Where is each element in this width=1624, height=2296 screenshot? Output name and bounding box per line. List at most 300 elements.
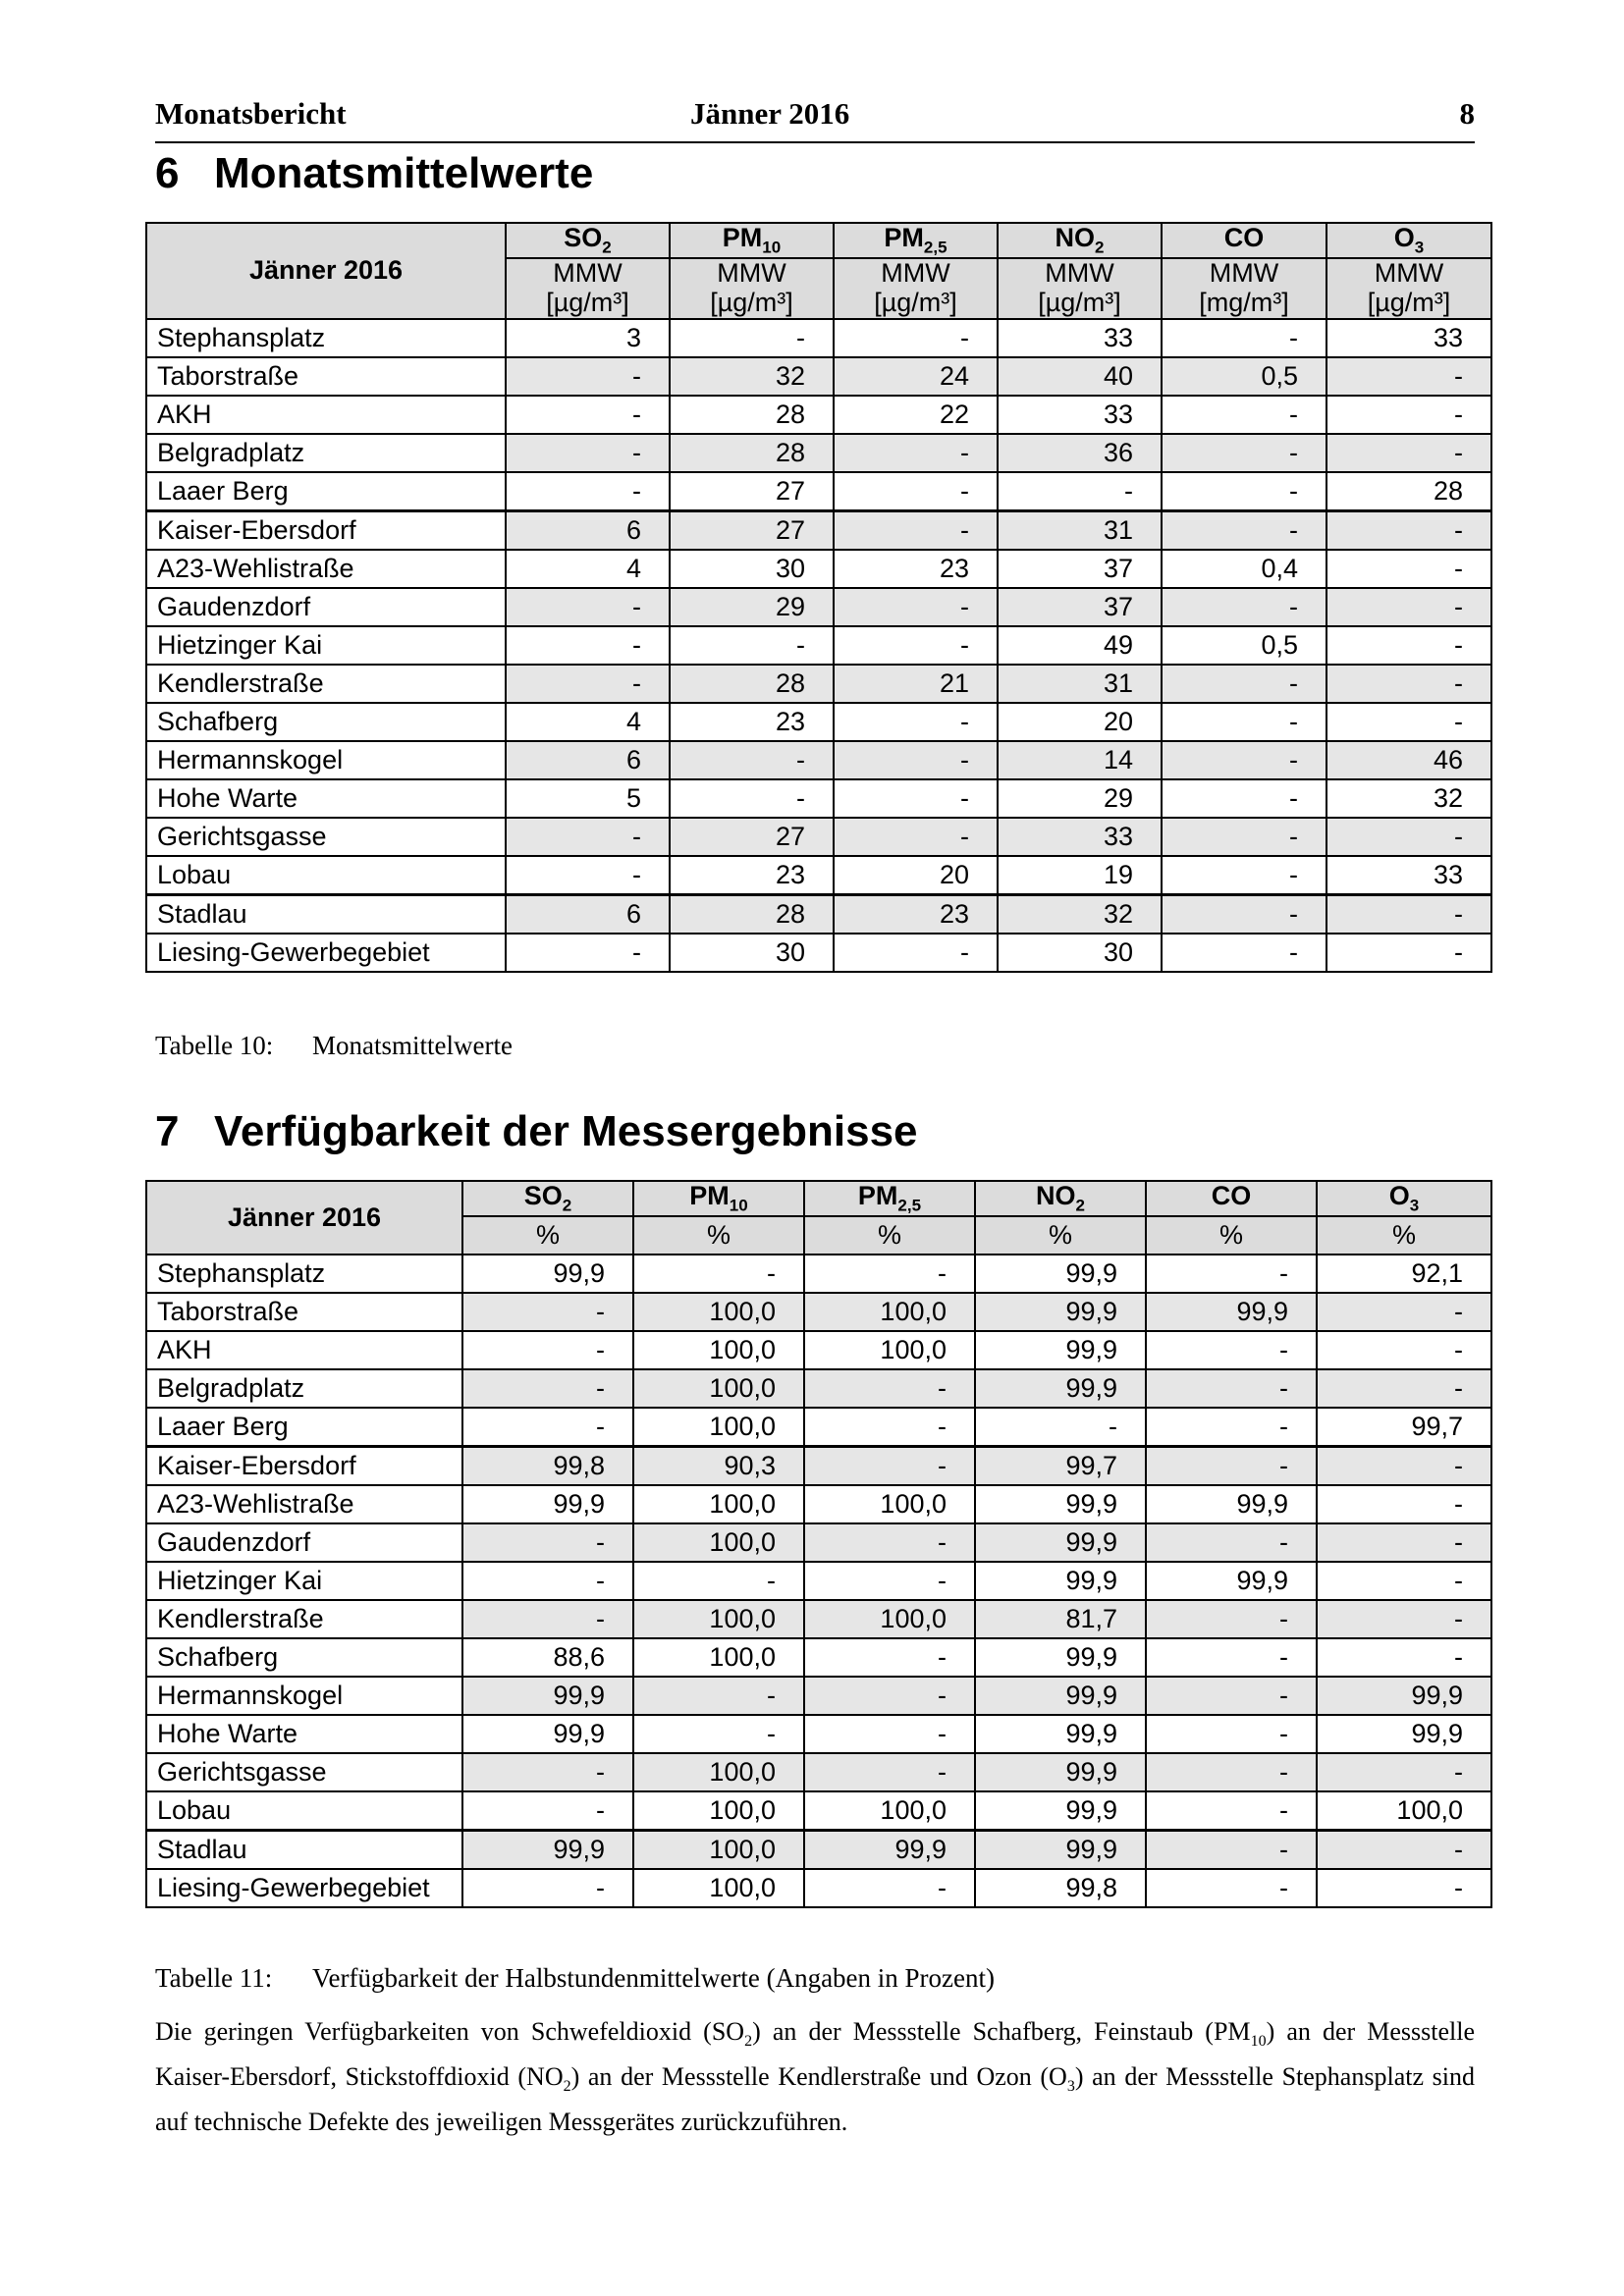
value-cell: - [804, 1638, 975, 1677]
value-cell: 20 [834, 856, 998, 895]
value-cell: 14 [998, 741, 1162, 779]
value-cell: 28 [670, 665, 834, 703]
value-cell: 99,9 [975, 1255, 1146, 1293]
value-cell: 100,0 [633, 1791, 804, 1831]
value-cell: 37 [998, 588, 1162, 626]
table-row [146, 1638, 1491, 1677]
table-row [146, 357, 1491, 396]
value-cell: 99,9 [975, 1293, 1146, 1331]
table-row [146, 1791, 1491, 1831]
table-row [146, 1447, 1491, 1486]
value-cell: 28 [670, 434, 834, 472]
note-text: ) an der Messstelle Stephansplatz sind auf technische Defekte des jeweiligen Messgerätes zurückzuführen. [155, 2062, 1475, 2137]
value-cell: - [804, 1677, 975, 1715]
value-cell: - [462, 1791, 633, 1831]
station-name: Hermannskogel [146, 1677, 462, 1715]
value-cell: 99,9 [462, 1677, 633, 1715]
value-cell: - [1146, 1447, 1317, 1486]
value-cell: 99,9 [1146, 1485, 1317, 1523]
table-row [146, 1255, 1491, 1293]
note-text: ) an der Messstelle Kaiser-Ebersdorf, Stickstoffdioxid (NO [155, 2017, 1476, 2092]
value-cell: - [1162, 703, 1326, 741]
station-name: Stephansplatz [146, 319, 506, 357]
value-cell: 99,8 [462, 1447, 633, 1486]
column-unit: MMW [µg/m³] [998, 258, 1162, 319]
value-cell: 100,0 [633, 1485, 804, 1523]
station-name: Liesing-Gewerbegebiet [146, 934, 506, 972]
column-unit: % [1317, 1216, 1491, 1255]
table-row [146, 472, 1491, 511]
value-cell: 99,9 [1146, 1293, 1317, 1331]
table-row [146, 665, 1491, 703]
value-cell: - [506, 934, 670, 972]
value-cell: - [506, 472, 670, 511]
station-name: Kendlerstraße [146, 1600, 462, 1638]
value-cell: 28 [670, 895, 834, 934]
column-unit: MMW [µg/m³] [670, 258, 834, 319]
value-cell: - [462, 1869, 633, 1907]
value-cell: - [1326, 895, 1491, 934]
table-row [146, 1753, 1491, 1791]
value-cell: 99,9 [975, 1331, 1146, 1369]
station-name: Stadlau [146, 1831, 462, 1870]
station-name: Gerichtsgasse [146, 818, 506, 856]
station-name: Hermannskogel [146, 741, 506, 779]
section-number: 6 [155, 149, 180, 197]
value-cell: 99,9 [975, 1753, 1146, 1791]
column-unit: % [804, 1216, 975, 1255]
column-header: $O_3$ [1317, 1181, 1491, 1216]
section-title: Verfügbarkeit der Messergebnisse [214, 1107, 918, 1155]
value-cell: - [1317, 1869, 1491, 1907]
table-row [146, 1831, 1491, 1870]
value-cell: - [1146, 1255, 1317, 1293]
station-name: Liesing-Gewerbegebiet [146, 1869, 462, 1907]
column-unit: % [633, 1216, 804, 1255]
note-subscript: 2 [744, 2033, 753, 2051]
value-cell: - [1162, 396, 1326, 434]
value-cell: 23 [834, 550, 998, 588]
value-cell: - [1317, 1369, 1491, 1408]
value-cell: 99,9 [1146, 1562, 1317, 1600]
value-cell: - [633, 1562, 804, 1600]
section-title: Monatsmittelwerte [214, 149, 594, 197]
value-cell: - [1326, 665, 1491, 703]
value-cell: - [633, 1715, 804, 1753]
value-cell: 90,3 [633, 1447, 804, 1486]
value-cell: 40 [998, 357, 1162, 396]
value-cell: - [1146, 1369, 1317, 1408]
value-cell: - [1162, 665, 1326, 703]
value-cell: 100,0 [804, 1791, 975, 1831]
station-name: Gaudenzdorf [146, 588, 506, 626]
value-cell: - [1317, 1331, 1491, 1369]
station-name: Stephansplatz [146, 1255, 462, 1293]
value-cell: 24 [834, 357, 998, 396]
value-cell: - [1326, 934, 1491, 972]
value-cell: - [670, 741, 834, 779]
table-row [146, 319, 1491, 357]
value-cell: 6 [506, 895, 670, 934]
value-cell: 5 [506, 779, 670, 818]
value-cell: 99,9 [462, 1715, 633, 1753]
station-name: AKH [146, 396, 506, 434]
table-header-row [146, 223, 1491, 258]
table-corner: Jänner 2016 [146, 223, 506, 319]
value-cell: 99,7 [1317, 1408, 1491, 1447]
note-text: Die geringen Verfügbarkeiten von Schwefeldioxid (SO [155, 2017, 745, 2046]
value-cell: 31 [998, 511, 1162, 551]
note-subscript: 2 [563, 2078, 571, 2096]
station-name: Laaer Berg [146, 1408, 462, 1447]
value-cell: - [506, 588, 670, 626]
value-cell: - [1317, 1753, 1491, 1791]
report-title: Monatsbericht [155, 96, 347, 131]
table-row [146, 396, 1491, 434]
value-cell: 4 [506, 550, 670, 588]
value-cell: - [1326, 550, 1491, 588]
value-cell: - [1326, 357, 1491, 396]
value-cell: - [975, 1408, 1146, 1447]
value-cell: 33 [1326, 319, 1491, 357]
value-cell: 23 [834, 895, 998, 934]
table-caption [155, 1963, 995, 1994]
value-cell: 100,0 [633, 1753, 804, 1791]
caption-label: Tabelle 10: [155, 1031, 274, 1060]
value-cell: - [1146, 1791, 1317, 1831]
value-cell: 99,9 [975, 1562, 1146, 1600]
value-cell: 99,9 [462, 1255, 633, 1293]
value-cell: - [1317, 1562, 1491, 1600]
value-cell: - [1146, 1331, 1317, 1369]
value-cell: - [1326, 434, 1491, 472]
value-cell: 20 [998, 703, 1162, 741]
column-unit: % [975, 1216, 1146, 1255]
station-name: Stadlau [146, 895, 506, 934]
table-row [146, 934, 1491, 972]
value-cell: 29 [670, 588, 834, 626]
table-row [146, 1369, 1491, 1408]
value-cell: 30 [998, 934, 1162, 972]
station-name: Gerichtsgasse [146, 1753, 462, 1791]
station-name: Kendlerstraße [146, 665, 506, 703]
value-cell: 88,6 [462, 1638, 633, 1677]
value-cell: - [633, 1677, 804, 1715]
value-cell: - [633, 1255, 804, 1293]
value-cell: - [834, 779, 998, 818]
station-name: Belgradplatz [146, 434, 506, 472]
value-cell: 99,9 [804, 1831, 975, 1870]
value-cell: - [1326, 396, 1491, 434]
value-cell: 100,0 [1317, 1791, 1491, 1831]
value-cell: - [1326, 626, 1491, 665]
value-cell: 100,0 [633, 1523, 804, 1562]
value-cell: 23 [670, 856, 834, 895]
value-cell: 100,0 [633, 1408, 804, 1447]
value-cell: - [1162, 856, 1326, 895]
value-cell: - [1326, 588, 1491, 626]
station-name: Lobau [146, 1791, 462, 1831]
value-cell: - [1162, 588, 1326, 626]
value-cell: 37 [998, 550, 1162, 588]
value-cell: 49 [998, 626, 1162, 665]
value-cell: 6 [506, 511, 670, 551]
value-cell: - [1162, 934, 1326, 972]
value-cell: - [1146, 1869, 1317, 1907]
column-header: $PM_{10}$ [633, 1181, 804, 1216]
section-heading-7 [155, 1107, 918, 1156]
value-cell: - [462, 1562, 633, 1600]
value-cell: 22 [834, 396, 998, 434]
value-cell: 27 [670, 818, 834, 856]
value-cell: 99,9 [975, 1523, 1146, 1562]
value-cell: - [670, 319, 834, 357]
value-cell: 36 [998, 434, 1162, 472]
value-cell: - [1317, 1600, 1491, 1638]
table-row [146, 511, 1491, 551]
value-cell: - [834, 626, 998, 665]
station-name: A23-Wehlistraße [146, 1485, 462, 1523]
value-cell: 32 [670, 357, 834, 396]
value-cell: 100,0 [633, 1638, 804, 1677]
value-cell: 21 [834, 665, 998, 703]
station-name: Hohe Warte [146, 779, 506, 818]
column-header: $PM_{2,5}$ [834, 223, 998, 258]
availability-note [155, 2014, 1475, 2140]
value-cell: 100,0 [633, 1369, 804, 1408]
station-name: Gaudenzdorf [146, 1523, 462, 1562]
value-cell: 33 [998, 319, 1162, 357]
table-row [146, 1715, 1491, 1753]
value-cell: 100,0 [633, 1831, 804, 1870]
table-corner: Jänner 2016 [146, 1181, 462, 1255]
value-cell: - [462, 1600, 633, 1638]
value-cell: 4 [506, 703, 670, 741]
table-row [146, 1562, 1491, 1600]
value-cell: 29 [998, 779, 1162, 818]
station-name: Taborstraße [146, 357, 506, 396]
section-heading-6 [155, 149, 593, 198]
value-cell: 99,9 [462, 1831, 633, 1870]
value-cell: 0,4 [1162, 550, 1326, 588]
column-unit: MMW [µg/m³] [506, 258, 670, 319]
value-cell: - [1317, 1447, 1491, 1486]
value-cell: - [462, 1331, 633, 1369]
value-cell: - [1146, 1523, 1317, 1562]
table-row [146, 1331, 1491, 1369]
note-text: ) an der Messstelle Kendlerstraße und Ozon (O [570, 2062, 1067, 2092]
value-cell: - [804, 1753, 975, 1791]
column-header: $PM_{2,5}$ [804, 1181, 975, 1216]
value-cell: - [1317, 1293, 1491, 1331]
value-cell: - [462, 1523, 633, 1562]
station-name: Lobau [146, 856, 506, 895]
value-cell: 27 [670, 472, 834, 511]
value-cell: - [670, 779, 834, 818]
value-cell: - [1146, 1408, 1317, 1447]
value-cell: - [462, 1369, 633, 1408]
station-name: Belgradplatz [146, 1369, 462, 1408]
station-name: Schafberg [146, 1638, 462, 1677]
value-cell: 100,0 [804, 1331, 975, 1369]
column-unit: MMW [µg/m³] [1326, 258, 1491, 319]
value-cell: 31 [998, 665, 1162, 703]
column-unit: % [462, 1216, 633, 1255]
value-cell: 33 [1326, 856, 1491, 895]
value-cell: - [834, 934, 998, 972]
value-cell: 99,9 [462, 1485, 633, 1523]
value-cell: 81,7 [975, 1600, 1146, 1638]
value-cell: 100,0 [804, 1600, 975, 1638]
value-cell: 99,7 [975, 1447, 1146, 1486]
value-cell: - [462, 1408, 633, 1447]
value-cell: - [1162, 779, 1326, 818]
value-cell: - [834, 511, 998, 551]
value-cell: - [1317, 1485, 1491, 1523]
value-cell: - [804, 1523, 975, 1562]
table-row [146, 779, 1491, 818]
value-cell: - [506, 357, 670, 396]
value-cell: - [1317, 1831, 1491, 1870]
value-cell: - [1317, 1638, 1491, 1677]
value-cell: 100,0 [633, 1331, 804, 1369]
station-name: Hohe Warte [146, 1715, 462, 1753]
value-cell: - [834, 472, 998, 511]
value-cell: - [804, 1715, 975, 1753]
page-number: 8 [1459, 96, 1475, 131]
value-cell: 100,0 [804, 1485, 975, 1523]
column-header: $O_3$ [1326, 223, 1491, 258]
value-cell: - [670, 626, 834, 665]
value-cell: 33 [998, 818, 1162, 856]
value-cell: - [998, 472, 1162, 511]
value-cell: - [834, 319, 998, 357]
value-cell: - [506, 818, 670, 856]
value-cell: - [1317, 1523, 1491, 1562]
table-row [146, 856, 1491, 895]
column-header: $NO_2$ [998, 223, 1162, 258]
value-cell: - [1162, 741, 1326, 779]
value-cell: 92,1 [1317, 1255, 1491, 1293]
value-cell: - [804, 1255, 975, 1293]
column-unit: MMW [µg/m³] [834, 258, 998, 319]
value-cell: - [1162, 818, 1326, 856]
column-header: $SO_2$ [506, 223, 670, 258]
value-cell: - [804, 1408, 975, 1447]
table-row [146, 1523, 1491, 1562]
value-cell: - [804, 1869, 975, 1907]
value-cell: - [1146, 1600, 1317, 1638]
value-cell: 99,9 [975, 1638, 1146, 1677]
station-name: AKH [146, 1331, 462, 1369]
value-cell: 100,0 [804, 1293, 975, 1331]
value-cell: 99,9 [975, 1791, 1146, 1831]
monthly-means-table [145, 222, 1492, 973]
table-caption [155, 1031, 513, 1061]
value-cell: - [834, 588, 998, 626]
column-unit: % [1146, 1216, 1317, 1255]
value-cell: - [506, 856, 670, 895]
table-row [146, 434, 1491, 472]
value-cell: - [1326, 511, 1491, 551]
caption-text: Monatsmittelwerte [312, 1031, 513, 1060]
station-name: Kaiser-Ebersdorf [146, 1447, 462, 1486]
value-cell: - [1146, 1831, 1317, 1870]
table-row [146, 1869, 1491, 1907]
value-cell: 32 [1326, 779, 1491, 818]
value-cell: 33 [998, 396, 1162, 434]
table-row [146, 1600, 1491, 1638]
value-cell: - [834, 703, 998, 741]
value-cell: 99,8 [975, 1869, 1146, 1907]
note-subscript: 10 [1250, 2033, 1267, 2051]
table-row [146, 1677, 1491, 1715]
value-cell: - [1146, 1753, 1317, 1791]
report-month: Jänner 2016 [690, 96, 850, 131]
value-cell: - [1146, 1677, 1317, 1715]
value-cell: - [834, 434, 998, 472]
value-cell: 99,9 [975, 1831, 1146, 1870]
value-cell: - [1162, 472, 1326, 511]
value-cell: - [834, 818, 998, 856]
value-cell: 46 [1326, 741, 1491, 779]
table-row [146, 703, 1491, 741]
value-cell: 99,9 [975, 1715, 1146, 1753]
table-row [146, 588, 1491, 626]
value-cell: - [506, 665, 670, 703]
column-header: $SO_2$ [462, 1181, 633, 1216]
station-name: Hietzinger Kai [146, 1562, 462, 1600]
column-header: $PM_{10}$ [670, 223, 834, 258]
value-cell: 99,9 [975, 1485, 1146, 1523]
station-name: Taborstraße [146, 1293, 462, 1331]
value-cell: - [462, 1293, 633, 1331]
value-cell: - [1162, 895, 1326, 934]
value-cell: - [506, 626, 670, 665]
value-cell: 30 [670, 934, 834, 972]
value-cell: 99,9 [975, 1677, 1146, 1715]
value-cell: 99,9 [1317, 1715, 1491, 1753]
value-cell: 100,0 [633, 1293, 804, 1331]
value-cell: - [804, 1369, 975, 1408]
caption-label: Tabelle 11: [155, 1963, 273, 1993]
caption-text: Verfügbarkeit der Halbstundenmittelwerte (Angaben in Prozent) [312, 1963, 996, 1993]
value-cell: 99,9 [1317, 1677, 1491, 1715]
column-unit: MMW [mg/m³] [1162, 258, 1326, 319]
table-row [146, 1485, 1491, 1523]
column-header: CO [1146, 1181, 1317, 1216]
value-cell: - [1326, 818, 1491, 856]
section-number: 7 [155, 1107, 180, 1155]
value-cell: - [804, 1447, 975, 1486]
value-cell: 28 [670, 396, 834, 434]
value-cell: - [506, 396, 670, 434]
value-cell: 23 [670, 703, 834, 741]
value-cell: - [506, 434, 670, 472]
column-header: CO [1162, 223, 1326, 258]
station-name: Laaer Berg [146, 472, 506, 511]
station-name: Schafberg [146, 703, 506, 741]
value-cell: 19 [998, 856, 1162, 895]
value-cell: 3 [506, 319, 670, 357]
note-text: ) an der Messstelle Schafberg, Feinstaub (PM [752, 2017, 1251, 2046]
value-cell: - [1162, 434, 1326, 472]
station-name: A23-Wehlistraße [146, 550, 506, 588]
table-header-row [146, 1181, 1491, 1216]
table-row [146, 818, 1491, 856]
note-subscript: 3 [1066, 2078, 1075, 2096]
value-cell: - [1162, 511, 1326, 551]
